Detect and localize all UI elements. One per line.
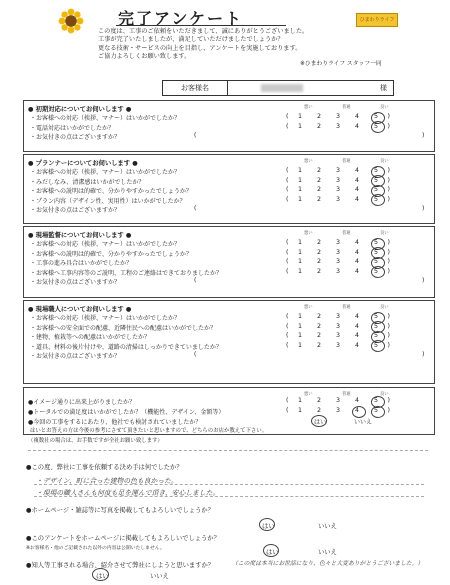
score-options: ( 1 2 3 4 5 ) xyxy=(286,341,390,349)
score-option[interactable]: 1 xyxy=(297,341,302,349)
decision-line-2 xyxy=(34,496,424,497)
scale-label: 悪い xyxy=(304,105,313,110)
honorific-suffix: 様 xyxy=(380,84,387,92)
comment-field[interactable]: ( xyxy=(194,351,197,358)
score-option[interactable]: 1 xyxy=(297,113,302,120)
score-options: ( 1 2 3 4 5 ) xyxy=(286,258,390,265)
score-option[interactable]: 1 xyxy=(297,122,302,130)
rating-section xyxy=(23,100,435,152)
question-row: ・電話対応はいかがでしたか？ xyxy=(30,124,115,132)
score-option[interactable]: 2 xyxy=(316,239,321,246)
scale-label: 良い xyxy=(380,105,389,110)
score-option[interactable]: 2 xyxy=(316,322,321,330)
question-row: ・お客様への安全面での配慮、近隣住民への配慮はいかがでしたか？ xyxy=(30,324,217,332)
question-row: ・お客様への対応（挨拶、マナー）はいかがでしたか？ xyxy=(30,115,181,122)
score-option[interactable]: 5 xyxy=(373,239,378,246)
score-option[interactable]: 2 xyxy=(316,176,321,184)
score-options: ( 1 2 3 4 5 ) xyxy=(286,322,390,330)
score-option[interactable]: 5 xyxy=(373,258,378,265)
comment-label: ・お気付きの点はございますか？ xyxy=(30,279,121,286)
score-option[interactable]: 1 xyxy=(297,167,302,174)
comment-label: ・お気付きの点はございますか？ xyxy=(30,353,121,360)
score-option[interactable]: 5 xyxy=(373,332,378,339)
score-option[interactable]: 1 xyxy=(297,258,302,265)
company-logo: ひまわりライフ xyxy=(356,13,398,27)
scale-label: 普通 xyxy=(342,105,351,110)
score-option[interactable]: 4 xyxy=(354,397,359,404)
score-option[interactable]: 5 xyxy=(373,186,378,193)
competitor-write-line xyxy=(28,450,428,451)
competitor-note: はいとお答えの方は今後の参考にさせて頂きたいと思いますので、どちらのお店か教えて下さい。 xyxy=(30,428,268,434)
score-option[interactable]: 5 xyxy=(373,113,378,120)
score-option[interactable]: 5 xyxy=(373,195,378,203)
overall-score-options: ( 1 2 3 4 5 ) xyxy=(286,397,390,404)
score-option[interactable]: 1 xyxy=(297,332,302,339)
comment-field-end: ) xyxy=(422,132,425,139)
score-option[interactable]: 4 xyxy=(354,122,359,130)
question-row: ・みだしなみ、清潔感はいかがでしたか？ xyxy=(30,178,145,186)
intro-line: この度は、工事のご依頼をいただきまして、誠にありがとうございました。 xyxy=(98,28,309,35)
score-option[interactable]: 3 xyxy=(335,313,340,320)
intro-line: 工事が完了いたしましたが、満足していただけましたでしょうか？ xyxy=(98,36,284,44)
overall-section xyxy=(23,387,435,435)
competitor-yes-mark xyxy=(311,415,327,427)
sunflower-icon xyxy=(58,8,84,34)
score-selected-mark xyxy=(371,340,385,352)
score-option[interactable]: 4 xyxy=(354,332,359,339)
score-options: ( 1 2 3 4 5 ) xyxy=(286,267,390,275)
decision-line-1 xyxy=(34,484,424,485)
intro-line: ご協力よろしくお願い致します。 xyxy=(98,53,191,61)
score-option[interactable]: 1 xyxy=(297,239,302,246)
score-option[interactable]: 2 xyxy=(316,186,321,193)
question-row: ・お客様への対応（挨拶、マナー）はいかがでしたか？ xyxy=(30,241,181,248)
title-underline xyxy=(116,25,286,26)
score-option[interactable]: 3 xyxy=(335,322,340,330)
comment-field[interactable]: ( xyxy=(194,205,197,212)
comment-field[interactable]: ( xyxy=(194,277,197,284)
rating-section xyxy=(23,300,435,384)
intro-text xyxy=(98,28,338,62)
score-option[interactable]: 2 xyxy=(316,167,321,174)
referral-question: ●知人等工事される場合、紹介させて弊社にしようと思いますか？ xyxy=(26,562,215,569)
referral-yes[interactable]: はい xyxy=(96,573,109,580)
score-option[interactable]: 3 xyxy=(335,258,340,265)
scale-normal: 普通 xyxy=(342,392,351,397)
section-heading: ● プランナーについてお伺いします ● xyxy=(28,160,138,167)
section-heading: ● 初期対応についてお伺いします ● xyxy=(28,106,132,113)
score-option[interactable]: 4 xyxy=(354,186,359,193)
survey-yes[interactable]: はい xyxy=(266,549,279,556)
score-option[interactable]: 5 xyxy=(373,176,378,184)
score-option[interactable]: 4 xyxy=(354,313,359,320)
competitor-no[interactable]: いいえ xyxy=(354,419,373,426)
question-row: ・お客様への対応（挨拶、マナー）はいかがでしたか？ xyxy=(30,169,181,176)
score-options: ( 1 2 3 4 5 ) xyxy=(286,113,390,120)
score-option[interactable]: 2 xyxy=(316,341,321,349)
scale-label: 悪い xyxy=(304,305,313,310)
score-options: ( 1 2 3 4 5 ) xyxy=(286,186,390,193)
score-selected-mark xyxy=(371,194,385,206)
rating-section xyxy=(23,154,435,224)
comment-label: ・お気付きの点はございますか？ xyxy=(30,134,121,141)
question-row: ・お客様への対応（挨拶、マナー）はいかがでしたか？ xyxy=(30,315,181,322)
image-match-question: ●イメージ通りに出来上がりましたか？ xyxy=(28,399,136,406)
score-option[interactable]: 3 xyxy=(335,407,340,414)
page-title: 完了アンケート xyxy=(118,9,244,28)
referral-handwritten-note[interactable]: （この度は本当にお世話になり、色々と大変ありがとうございました。） xyxy=(232,561,424,567)
comment-field-end: ) xyxy=(422,277,425,284)
score-option[interactable]: 3 xyxy=(335,239,340,246)
score-option[interactable]: 4 xyxy=(354,322,359,330)
score-option[interactable]: 3 xyxy=(335,167,340,174)
score-option[interactable]: 4 xyxy=(354,113,359,120)
scale-label: 普通 xyxy=(342,231,351,236)
score-option[interactable]: 1 xyxy=(297,322,302,330)
score-option[interactable]: 5 xyxy=(373,407,378,414)
score-selected-mark xyxy=(371,266,385,278)
score-selected-mark xyxy=(371,121,385,133)
question-row: ・お客様への説明は的確で、分かりやすかったでしょうか？ xyxy=(30,188,192,195)
decision-question: ●この度、弊社に工事を依頼する決め手は何でしたか？ xyxy=(26,464,183,471)
comment-field[interactable]: ( xyxy=(194,132,197,139)
score-option[interactable]: 2 xyxy=(316,122,321,130)
scale-label: 良い xyxy=(380,231,389,236)
customer-name-redacted xyxy=(261,84,303,92)
score-option[interactable]: 5 xyxy=(373,322,378,330)
score-option[interactable]: 5 xyxy=(373,167,378,174)
survey-no[interactable]: いいえ xyxy=(318,549,337,556)
scale-label: 良い xyxy=(380,159,389,164)
score-option[interactable]: 2 xyxy=(316,332,321,339)
satisfaction-question: ●トータルでの満足度はいかがでしたか？（機能性、デザイン、金額等） xyxy=(28,409,225,416)
scale-label: 普通 xyxy=(342,159,351,164)
score-option[interactable]: 1 xyxy=(297,407,302,414)
score-option[interactable]: 2 xyxy=(316,267,321,275)
score-option[interactable]: 4 xyxy=(354,248,359,256)
score-option[interactable]: 4 xyxy=(354,407,359,414)
score-option[interactable]: 2 xyxy=(316,313,321,320)
score-option[interactable]: 3 xyxy=(335,332,340,339)
score-option[interactable]: 5 xyxy=(373,397,378,404)
score-option[interactable]: 3 xyxy=(335,176,340,184)
score-option[interactable]: 4 xyxy=(354,258,359,265)
score-option[interactable]: 1 xyxy=(297,248,302,256)
question-row: ・お客様への説明は的確で、分かりやすかったでしょうか？ xyxy=(30,250,192,258)
score-options: ( 1 2 3 4 5 ) xyxy=(286,195,390,203)
question-row: ・道具、材料の後片付けや、道路の清掃はしっかりできていましたか？ xyxy=(30,343,222,351)
staff-signature: ※ひまわりライフ スタッフ一同 xyxy=(300,61,382,67)
section-heading: ● 現場職人についてお伺いします ● xyxy=(28,306,132,313)
scale-label: 普通 xyxy=(342,305,351,310)
decision-answer-2[interactable]: ・現場の職人さんも何度も足を運んで頂き、安心しました。 xyxy=(36,489,220,497)
competitor-yes[interactable]: はい xyxy=(314,419,327,426)
question-row: ・プラン内容（デザイン性、実用性）はいかがでしたか？ xyxy=(30,197,186,205)
scale-good: 良い xyxy=(380,392,389,397)
score-option[interactable]: 2 xyxy=(316,195,321,203)
competitor-note-multi: （複数社の場合は、お手数ですが全社お願い致します） xyxy=(28,438,163,444)
score-option[interactable]: 1 xyxy=(297,195,302,203)
score-options: ( 1 2 3 4 5 ) xyxy=(286,313,390,320)
score-option[interactable]: 4 xyxy=(354,176,359,184)
decision-answer-1[interactable]: ・デザイン、町に合った建物の色も良かった。 xyxy=(36,477,178,485)
score-option[interactable]: 3 xyxy=(335,195,340,203)
score-option[interactable]: 2 xyxy=(316,113,321,120)
homepage-yes[interactable]: はい xyxy=(262,523,275,530)
overall-selected-mark xyxy=(371,406,385,418)
survey-yes-mark xyxy=(263,544,279,557)
score-option[interactable]: 5 xyxy=(373,341,378,349)
overall-score-options: ( 1 2 3 4 5 ) xyxy=(286,407,390,414)
score-option[interactable]: 4 xyxy=(354,267,359,275)
scale-label: 悪い xyxy=(304,231,313,236)
score-option[interactable]: 4 xyxy=(354,195,359,203)
score-options: ( 1 2 3 4 5 ) xyxy=(286,248,390,256)
score-option[interactable]: 2 xyxy=(316,248,321,256)
score-option[interactable]: 4 xyxy=(354,167,359,174)
survey-publish-question: ●このアンケートをホームページに掲載してもよろしいでしょうか？ xyxy=(26,535,220,542)
score-option[interactable]: 1 xyxy=(297,267,302,275)
homepage-yes-mark xyxy=(259,518,275,531)
score-option[interactable]: 1 xyxy=(297,186,302,193)
question-row: ・工事の進み具合はいかがでしたか？ xyxy=(30,260,133,267)
survey-publish-note: ※お客様名・他のご記載された以外の内容は公開いたしません。 xyxy=(26,546,165,551)
score-options: ( 1 2 3 4 5 ) xyxy=(286,176,390,184)
score-options: ( 1 2 3 4 5 ) xyxy=(286,332,390,339)
score-option[interactable]: 3 xyxy=(335,397,340,404)
score-option[interactable]: 5 xyxy=(373,122,378,130)
scale-label: 良い xyxy=(380,305,389,310)
score-options: ( 1 2 3 4 5 ) xyxy=(286,239,390,246)
comment-field-end: ) xyxy=(422,205,425,212)
score-option[interactable]: 2 xyxy=(316,258,321,265)
score-option[interactable]: 3 xyxy=(335,113,340,120)
homepage-photo-question: ●ホームページ・雑誌等に写真を掲載してもよろしいでしょうか？ xyxy=(26,507,214,514)
score-option[interactable]: 3 xyxy=(335,248,340,256)
question-row: ・建物、植栽等への配慮はいかがでしたか？ xyxy=(30,334,151,341)
score-option[interactable]: 4 xyxy=(354,341,359,349)
score-option[interactable]: 1 xyxy=(297,313,302,320)
customer-name-box xyxy=(162,80,394,96)
competitor-question: ●今回の工事をするにあたり、他社でも検討されていましたか？ xyxy=(28,419,202,426)
homepage-no[interactable]: いいえ xyxy=(318,523,337,530)
score-option[interactable]: 2 xyxy=(316,397,321,404)
score-option[interactable]: 3 xyxy=(335,341,340,349)
customer-label: お客様名 xyxy=(163,81,228,95)
question-row: ・お客様へ工事内容等のご説明、工程のご連絡はできておりましたか？ xyxy=(30,269,223,277)
scale-bad: 悪い xyxy=(304,392,313,397)
score-options: ( 1 2 3 4 5 ) xyxy=(286,122,390,130)
intro-line: 更なる技術・サービスの向上を目指し、アンケートを実施しております。 xyxy=(98,44,302,52)
referral-no[interactable]: いいえ xyxy=(150,573,169,580)
score-option[interactable]: 4 xyxy=(354,239,359,246)
referral-yes-mark xyxy=(92,568,109,581)
score-option[interactable]: 1 xyxy=(297,397,302,404)
scale-label: 悪い xyxy=(304,159,313,164)
score-option[interactable]: 3 xyxy=(335,122,340,130)
score-option[interactable]: 5 xyxy=(373,313,378,320)
score-option[interactable]: 3 xyxy=(335,186,340,193)
score-option[interactable]: 5 xyxy=(373,267,378,275)
score-options: ( 1 2 3 4 5 ) xyxy=(286,167,390,174)
score-option[interactable]: 2 xyxy=(316,407,321,414)
score-option[interactable]: 5 xyxy=(373,248,378,256)
rating-section xyxy=(23,226,435,298)
overall-selected-mark xyxy=(352,406,366,418)
section-heading: ● 現場監督についてお伺いします ● xyxy=(28,232,132,239)
score-option[interactable]: 1 xyxy=(297,176,302,184)
comment-label: ・お気付きの点はございますか？ xyxy=(30,207,121,214)
score-option[interactable]: 3 xyxy=(335,267,340,275)
comment-field-end: ) xyxy=(422,351,425,358)
